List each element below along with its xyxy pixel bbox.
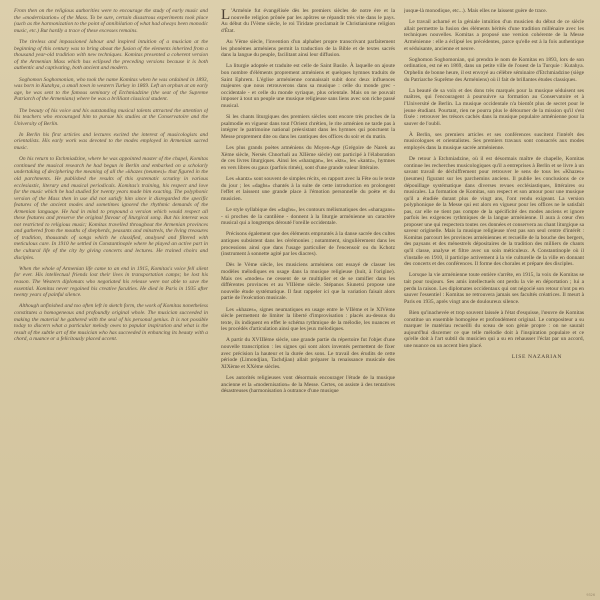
english-paragraph: Although unfinished and too often left in sketch form, the work of Komitas nonetheless constitutes a homogeneous and profoundly original whole. The musician succeeded in making the material he gathered with the seal of his personal genius. It is not possible today to discern what a particular melody owes to popular inspiration and what is the result of the subtle art of the musician who has succeeded in enhancing its beauty with a chord, a nuance or a felicitously placed accent.	[14, 303, 208, 343]
drop-cap: L	[221, 8, 231, 23]
french-paragraph: Bien qu'inachevée et trop souvent laissée à l'état d'esquisse, l'œuvre de Komitas constitue un ensemble homogène et profondément original. Le compositeur a su marquer le matériau recueilli du sceau de son génie propre : on ne saurait aujourd'hui discerner ce que telle mélodie doit à l'inspiration populaire et ce qu'elle doit à l'art subtil du musicien qui a su en rehausser l'éclat par un accord, une nuance ou un accent bien placé.	[404, 310, 584, 349]
french-paragraph: De retour à Etchmiadzine, où il est désormais maître de chapelle, Komitas continue les recherches musicologiques qu'il a entreprises à Berlin et se livre à un savant travail de déchiffrement pour retrouver le sens de tous les «Khazes» (neumes) figurant sur les parchemins anciens. Il publie les conclusions de ce dépouillage systématique dans diverses revues ecclésiastiques, littéraires ou musicales. La formation de Komitas, son respect et son amour pour une musique qu'il a étudiée durant plus de vingt ans, l'ont rendu exigeant. La version polyphonique de la Messe qui est alors en vigueur pour les offices ne le satisfait pas, car elle ne tient pas compte de la spécificité des modes anciens et ignore parfois les exigences rythmiques de la langue arménienne. Il aura à cœur d'en proposer une qui respectera toutes ces données et conservera au chant liturgique sa saveur originelle. Mais la musique religieuse n'est pas son seul centre d'intérêt : Komitas parcourt les provinces arméniennes et recueille de la bouche des bergers, des paysans et des ménestrels dépositaires de la tradition des milliers de chants qu'il classe, analyse et filtre avec un soin méticuleux. A Constantinople où il s'installe en 1910, il participe activement à la vie culturelle de la ville en donnant des concerts et des conférences. Il forme des chorales et prépare des disciples.	[404, 156, 584, 268]
french-paragraph: La beauté de sa voix et des dons très marqués pour la musique séduisent ses maîtres, qui l'encouragent à poursuivre sa formation au Conservatoire et à l'Université de Berlin. La musique occidentale n'a bientôt plus de secret pour le jeune étudiant. Pourtant, rien ne pourra plus le détourner de la mission qu'il s'est fixée : retrouver les trésors cachés dans la musique populaire arménienne pour la sauver de l'oubli.	[404, 87, 584, 127]
english-paragraph: From then on the religious authorities were to encourage the study of early music and the «modernization» of the Mass. To be sure, certain disastrous experiments took place (such as the harmonization to the point of annihilation of what had always been monodic music, etc.) But hardly a trace of these excesses remains.	[14, 8, 208, 34]
french-paragraph-opening	[221, 8, 395, 34]
french-paragraph: jusque-là monodique, etc...). Mais elles ne laissent guère de trace.	[404, 8, 547, 14]
french-paragraph: Au Vème siècle, l'invention d'un alphabet propre transcrivant parfaitement les phonèmes arméniens permit la traduction de la Bible et de textes sacrés dans la langue du peuple, facilitant ainsi leur diffusion.	[221, 38, 395, 59]
french-paragraph: Le travail acharné et la géniale intuition d'un musicien du début de ce siècle allait permettre la fusion des éléments hérités d'une tradition millénaire avec les techniques nouvelles. Komitas a proposé une version cohérente de la Messe Arménienne : elle a éclipsé les précédentes, parce qu'elle est à la fois authentique et séduisante, ancienne et neuve.	[404, 19, 584, 52]
french-paragraph: Lorsque la vie arménienne toute entière s'arrête, en 1915, la voix de Komitas se tait pour toujours. Ses amis intellectuels ont perdu la vie en déportation ; lui a perdu la raison. Les diplomates occidentaux qui ont négocié son retour n'ont pu en sauver l'essentiel : Komitas ne retrouvera jamais ses facultés créatrices. Il meurt à Paris en 1935, après vingt ans de douloureux silence.	[404, 272, 584, 305]
english-paragraph: The tireless and impassioned labour and inspired intuition of a musician at the beginning of this century was to bring about the fusion of the elements inherited from a thousand year-old tradition with new techniques. Komitas presented a coherent version of the Armenian Mass which has eclipsed the preceding versions because it is both authentic and captivating, both ancient and modern.	[14, 38, 208, 72]
french-paragraph: Précisons également que des éléments empruntés à la danse sacrée des cultes antiques subsistent dans les cérémonies ; notamment, singulièrement dans les processions ainsi que dans l'usage particulier de l'encensoir ou du Kchotz (instrument à sonnette agité par les diacres).	[221, 231, 395, 258]
catalog-number: 9326	[586, 593, 595, 597]
author-signature: LISE NAZARIAN	[511, 354, 562, 361]
english-column	[14, 8, 208, 594]
french-paragraph: La liturgie adoptée et traduite est celle de Saint Basile. À laquelle on ajoute bon nombre d'éléments proprement arméniens et quelques hymnes traduits de Saint Ephrem. L'église arménienne connaissait subit donc deux influences majeures que nous retrouverons dans sa musique : celle du monde grec - occidentale - et celle du monde syriaque, plus orientale. Mais on ne pouvait imposer à tout un peuple une musique religieuse sans liens avec son riche passé musical.	[221, 63, 395, 109]
french-paragraph: A partir du XVIIIème siècle, une grande partie du répertoire fut l'objet d'une nouvelle transcription : les signes qui sont alors inventés permettent de fixer avec précision la hauteur et la durée des sons. Le travail des érudits de cette période (Limondjian, Tachdjian) allait préparer la renaissance musicale des XIXème et XXème siècles.	[221, 337, 395, 370]
french-paragraph: À Berlin, ses premiers articles et ses conférences suscitent l'intérêt des musicologues et orientalistes. Ses premiers travaux sont consacrés aux modes employés dans la musique sacrée arménienne.	[404, 131, 584, 152]
french-paragraph-text: 'Arménie fut évangélisée dès les premiers siècles de notre ère et la nouvelle religion prônée par les apôtres se répandit très vite dans le pays. Au début du IVème siècle, le roi Tiridate proclamait le Christianisme religion d'État.	[221, 8, 395, 34]
french-column-left	[221, 8, 395, 594]
french-paragraph: Si les chants liturgiques des premiers siècles sont encore très proches de la psalmodie en vigueur dans tout l'Orient chrétien, le rite arménien ne tarde pas à intégrer le patrimoine national préexistant dans les hymnes qui ponctuent la Messe proprement dite ou dans les cantiques des offices du soir et du matin.	[221, 114, 395, 140]
french-paragraph: Les autorités religieuses vont désormais encourager l'étude de la musique ancienne et la «modernisation» de la Messe. Certes, on assiste à des tentatives désastreuses (harmonisation à outrance d'une musique	[221, 375, 395, 395]
french-paragraph: Les «khazes», signes neumatiques en usage entre le VIIème et le XIVème siècle permettent de limiter la liberté d'improvisation : placés au-dessus du texte, ils indiquent en effet le schéma rythmique de la mélodie, les nuances et les procédés d'articulation ainsi que les jeux mélodiques.	[221, 306, 395, 333]
french-paragraph: Les «kantz» sont souvent de simples récits, en rapport avec la Fête ou le texte du jour ; les «daghs» chantés à la suite de cette introduction en prolongent l'effet et laissent une grande place à l'émotion personnelle du poète et du musicien.	[221, 176, 395, 202]
french-column-right	[404, 8, 584, 594]
english-paragraph: Soghomon Soghomonian, who took the name Komitas when he was ordained in 1893, was born in Kutahya, a small town in western Turkey in 1869. Left an orphan at an early age, he was sent to the famous seminary of Etchmiadzine (the seat of the Supreme Patriarch of the Armenians) where he was a brilliant classical student.	[14, 76, 208, 103]
french-paragraph: Les plus grands poètes arméniens du Moyen-Age (Grégoire de Narek au Xème siècle, Nersès Chnorhali au XIIème siècle) ont participé à l'élaboration de ces livres liturgiques. Ainsi les «sharagan», les «kts», les «kantz», hymnes en vers libres ou gaux (parfois rimés), sont d'une grande valeur littéraire.	[221, 145, 395, 171]
french-paragraph: Soghomon Soghomonian, qui prendra le nom de Komitas en 1893, lors de son ordination, est né en 1869, dans un petite ville de l'ouest de la Turquie : Kutahya. Orphelin de bonne heure, il est envoyé au célèbre séminaire d'Etchmiadzine (siège du Patriarche Suprême des Arméniens) où il fait de brillantes études classiques.	[404, 56, 584, 83]
english-paragraph: In Berlin his first articles and lectures excited the interest of musicologists and orientalists. His early work was devoted to the modes employed in Armenian sacred music.	[14, 131, 208, 152]
english-paragraph: When the whole of Armenian life came to an end in 1915, Komitas's voice fell silent for ever. His intellectual friends lost their lives in transportation camps; he lost his reason. The Western diplomats who negotiated his release were not able to save the essential. Komitas never regained his creative faculties. He died in Paris in 1935 after twenty years of painful silence.	[14, 265, 208, 299]
french-paragraph: Le style syllabique des «daghs», les contours mélismatiques des «sharagans» - si proches de la cantilène - donnent à la liturgie arménienne un caractère musical qui a longtemps dérouté l'oreille occidentale.	[221, 207, 395, 227]
french-paragraph: Dès le Vème siècle, les musiciens arméniens ont essayé de classer les modèles mélodiques en usage dans la musique religieuse (huit, à l'origine). Mais ces «modes» ne cessent de se multiplier et de se ramifier dans les différentes provinces et au VIIIème siècle. Stépanos Siunetsi propose une nouvelle étude systématique. Il faut rappeler ici que la variation faisait alors partie de l'exécution musicale.	[221, 262, 395, 302]
english-paragraph: On his return to Etchmiadzine, where he was appointed master of the chapel, Komitas continued the musical research he had begun in Berlin and embarked on a scholarly undertaking of deciphering the meaning of all the «khazes (neumes)» that figured in the old parchments. He published the results of this systematic scrutiny in various ecclesiastic, literary and musical periodicals. Komitas's training, his respect and love for the music which he had studied for twenty years made him exacting. The polyphonic version of the Mass then in use did not satisfy him since it disregarded the specific features of the ancient modes and sometimes ignored the rhythmic demands of the Armenian language. He had in mind to propound a version which would respect all these features and preserve the original flavour of liturgical song. But his interest was not restricted to religious music; Komitas travelled throughout the Armenian provinces and gathered from the mouths of shepherds, peasants and minstrels, the living treasures of tradition, thousands of songs which he classified, analysed and filtered with meticulous care. In 1910 he settled in Constantinople where he played an active part in the cultural life of the city by giving concerts and lectures. He trained choirs and disciples.	[14, 156, 208, 261]
english-paragraph: The beauty of his voice and his outstanding musical talents attracted the attention of his teachers who encouraged him to pursue his studies at the Conservatoire and the University of Berlin.	[14, 107, 208, 127]
